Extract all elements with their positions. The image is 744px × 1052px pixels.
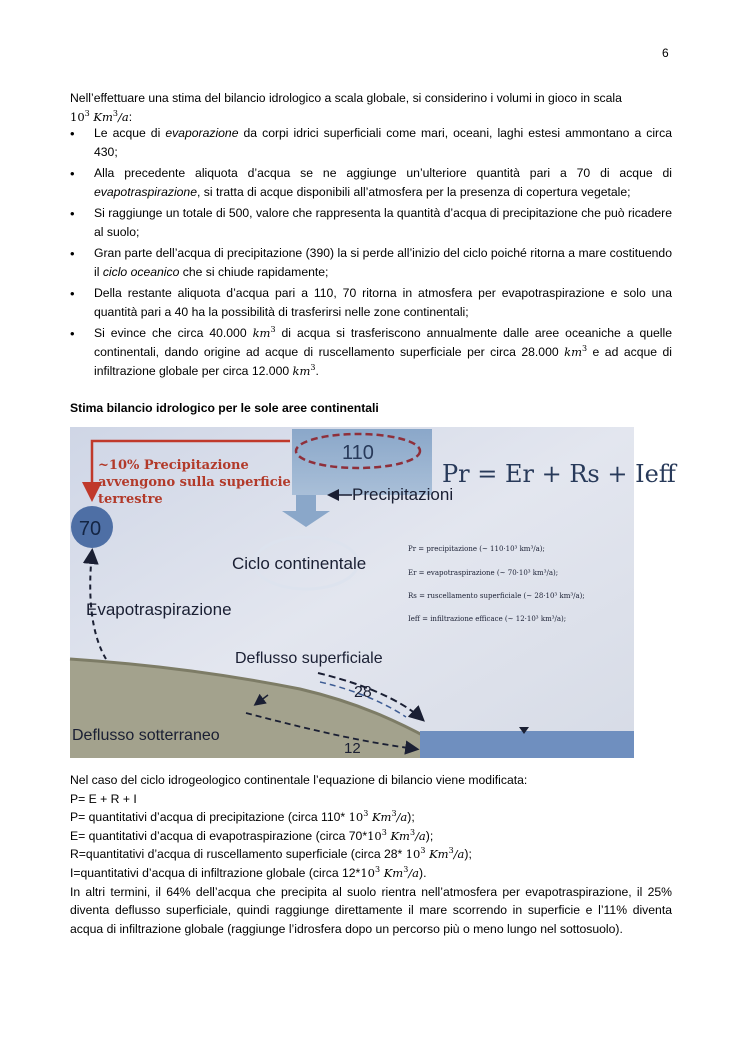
equation-text: P= E + R + I [70, 791, 137, 806]
def-i: I=quantitativi d’acqua di infiltrazione globale (circa $12*10^3$ Km$^3$/a). [70, 865, 427, 880]
surface-value: 28 [354, 684, 372, 701]
left-note-line2: avvengono sulla superficie [98, 475, 291, 490]
evap-label: Evapotraspirazione [86, 600, 232, 619]
bullet-list [70, 124, 672, 383]
def-e: E= quantitativi d’acqua di evapotraspirazione (circa $70*10^3$ Km$^3$/a); [70, 827, 434, 843]
arrow-label: Precipitazioni [352, 485, 454, 504]
conclusion-paragraph: In altri termini, il 64% dell’acqua che precipita al suolo rientra nell’atmosfera per evapotraspirazione, il 25% diventa deflusso superficiale, quindi raggiunge direttamente il mare scorrendo in superficie e l’11% diventa acqua di infiltrazione globale (raggiunge l’idrosfera dopo un percorso più o meno lungo nel sottosuolo). [70, 884, 672, 936]
left-note-line1: ~10% Precipitazione [98, 458, 249, 473]
list-item: • Si raggiunge un totale di 500, valore che rappresenta la quantità d’acqua di precipitazione che può ricadere al suolo; [70, 204, 672, 242]
equation-intro: Nel caso del ciclo idrogeologico continentale l’equazione di bilancio viene modificata: [70, 773, 528, 787]
cycle-label: Ciclo continentale [232, 554, 367, 573]
def-p: P= quantitativi d’acqua di precipitazione (circa 110* $10^3$ Km$^3$/a); [70, 809, 415, 825]
intro-colon: : [128, 110, 133, 124]
list-item: • Della restante aliquota d’acqua pari a 110, 70 ritorna in atmosfera per evapotraspirazione e solo una quantità pari a 40 ha la possibilità di trasferirsi nelle zone continentali; [70, 284, 672, 322]
left-note-line3: terrestre [98, 492, 163, 507]
list-item: • Gran parte dell’acqua di precipitazione (390) la si perde all’inizio del ciclo poiché ritorna a mare costituendo il ciclo oceanico che si chiude rapidamente; [70, 244, 672, 282]
list-item: • Alla precedente aliquota d’acqua se ne aggiunge un’ulteriore quantità pari a 70 di acque di evapotraspirazione, si tratta di acque disponibili all’atmosfera per la presenza di copertura vegetale; [70, 164, 672, 202]
circle-value: 70 [78, 518, 102, 540]
intro-text: Nell’effettuare una stima del bilancio idrologico a scala globale, si considerino i volumi in gioco in scala [70, 91, 622, 105]
list-item: • Si evince che circa 40.000 $km^3$ di acqua si trasferiscono annualmente dalle aree oceaniche a quelle continentali, dando origine ad acque di ruscellamento superficiale per circa 28.000 $km^3$ e ad acque di infiltrazione globale per circa 12.000 $km^3$. [70, 324, 672, 381]
surface-label: Deflusso superficiale [235, 650, 383, 667]
equation: Pr = Er + Rs + Ieff [442, 460, 676, 488]
section-heading: Stima bilancio idrologico per le sole aree continentali [70, 401, 379, 415]
legend-item-1: Pr = precipitazione (~ 110·10³ km³/a); [408, 545, 545, 553]
box-value: 110 [342, 442, 374, 464]
intro-unit: $10^3$ Km$^3$/a [70, 109, 129, 124]
list-item: • Le acque di evaporazione da corpi idrici superficiali come mari, oceani, laghi estesi ammontano a circa 430; [70, 124, 672, 162]
intro-paragraph [70, 89, 672, 127]
continental-cycle-figure [70, 427, 676, 758]
def-r: R=quantitativi d’acqua di ruscellamento superficiale (circa 28* $10^3$ Km$^3$/a); [70, 846, 472, 862]
lower-text [70, 771, 672, 938]
sea [420, 731, 634, 758]
legend-item-2: Er = evapotraspirazione (~ 70·10³ km³/a); [408, 569, 559, 577]
ground-value: 12 [344, 740, 361, 757]
page-number: 6 [662, 46, 669, 60]
precip-arrow-shaft [296, 495, 316, 511]
legend-item-4: Ieff = infiltrazione efficace (~ 12·10³ km³/a); [408, 615, 567, 623]
ground-label: Deflusso sotterraneo [72, 727, 220, 744]
legend-item-3: Rs = ruscellamento superficiale (~ 28·10³ km³/a); [408, 592, 585, 600]
